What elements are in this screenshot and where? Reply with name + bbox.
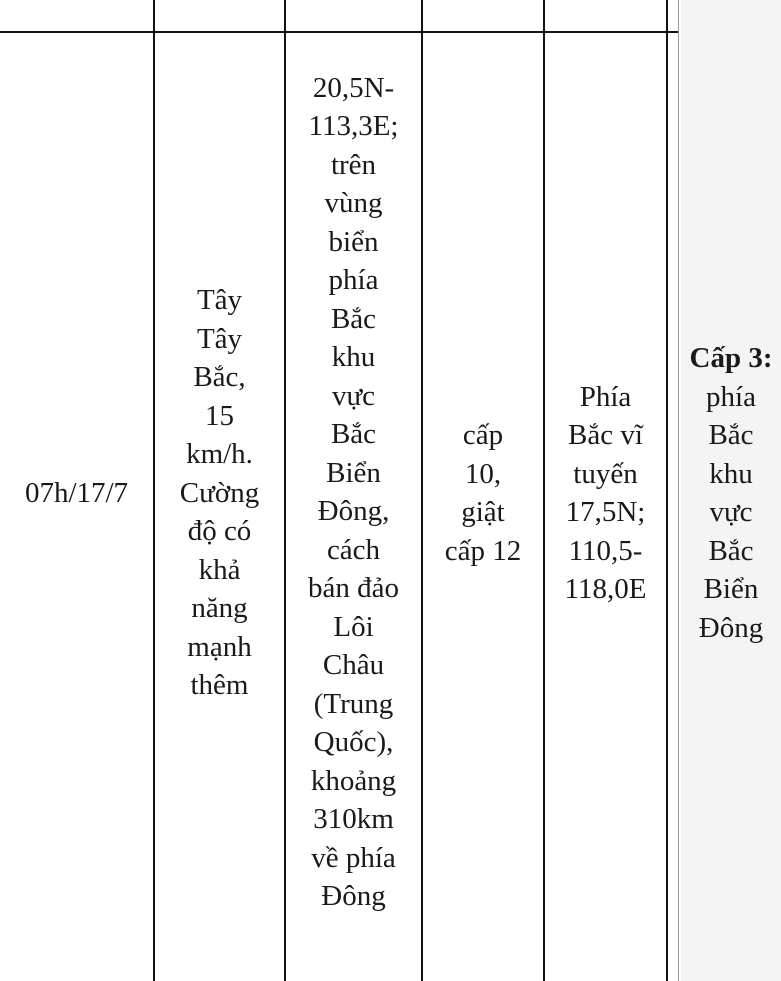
time-text: 07h/17/7 (24, 476, 129, 509)
table-cell-intensity (423, 33, 543, 953)
risk-level-area: phía Bắc khu vực Bắc Biển Đông (698, 380, 764, 644)
table-cell-time (0, 33, 153, 953)
position-text: 20,5N- 113,3E; trên vùng biển phía Bắc khu vực Bắc Biển Đông, cách bán đảo Lôi Châu (Trung Quốc), khoảng 310km về phía Đông (308, 71, 399, 912)
column-divider (666, 0, 668, 981)
intensity-text: cấp 10, giật cấp 12 (444, 419, 522, 567)
table-cell-position (286, 38, 421, 946)
risk-level-label: Cấp 3: (689, 342, 773, 374)
table-cell-risk-level (681, 33, 781, 953)
table-cell-direction (155, 33, 284, 953)
column-divider (678, 0, 679, 981)
direction-text: Tây Tây Bắc, 15 km/h. Cường độ có khả năng mạnh thêm (179, 284, 260, 702)
table-cell-danger-zone (545, 33, 666, 953)
danger-zone-text: Phía Bắc vĩ tuyến 17,5N; 110,5- 118,0E (564, 380, 647, 605)
header-row-remnant (0, 0, 668, 32)
